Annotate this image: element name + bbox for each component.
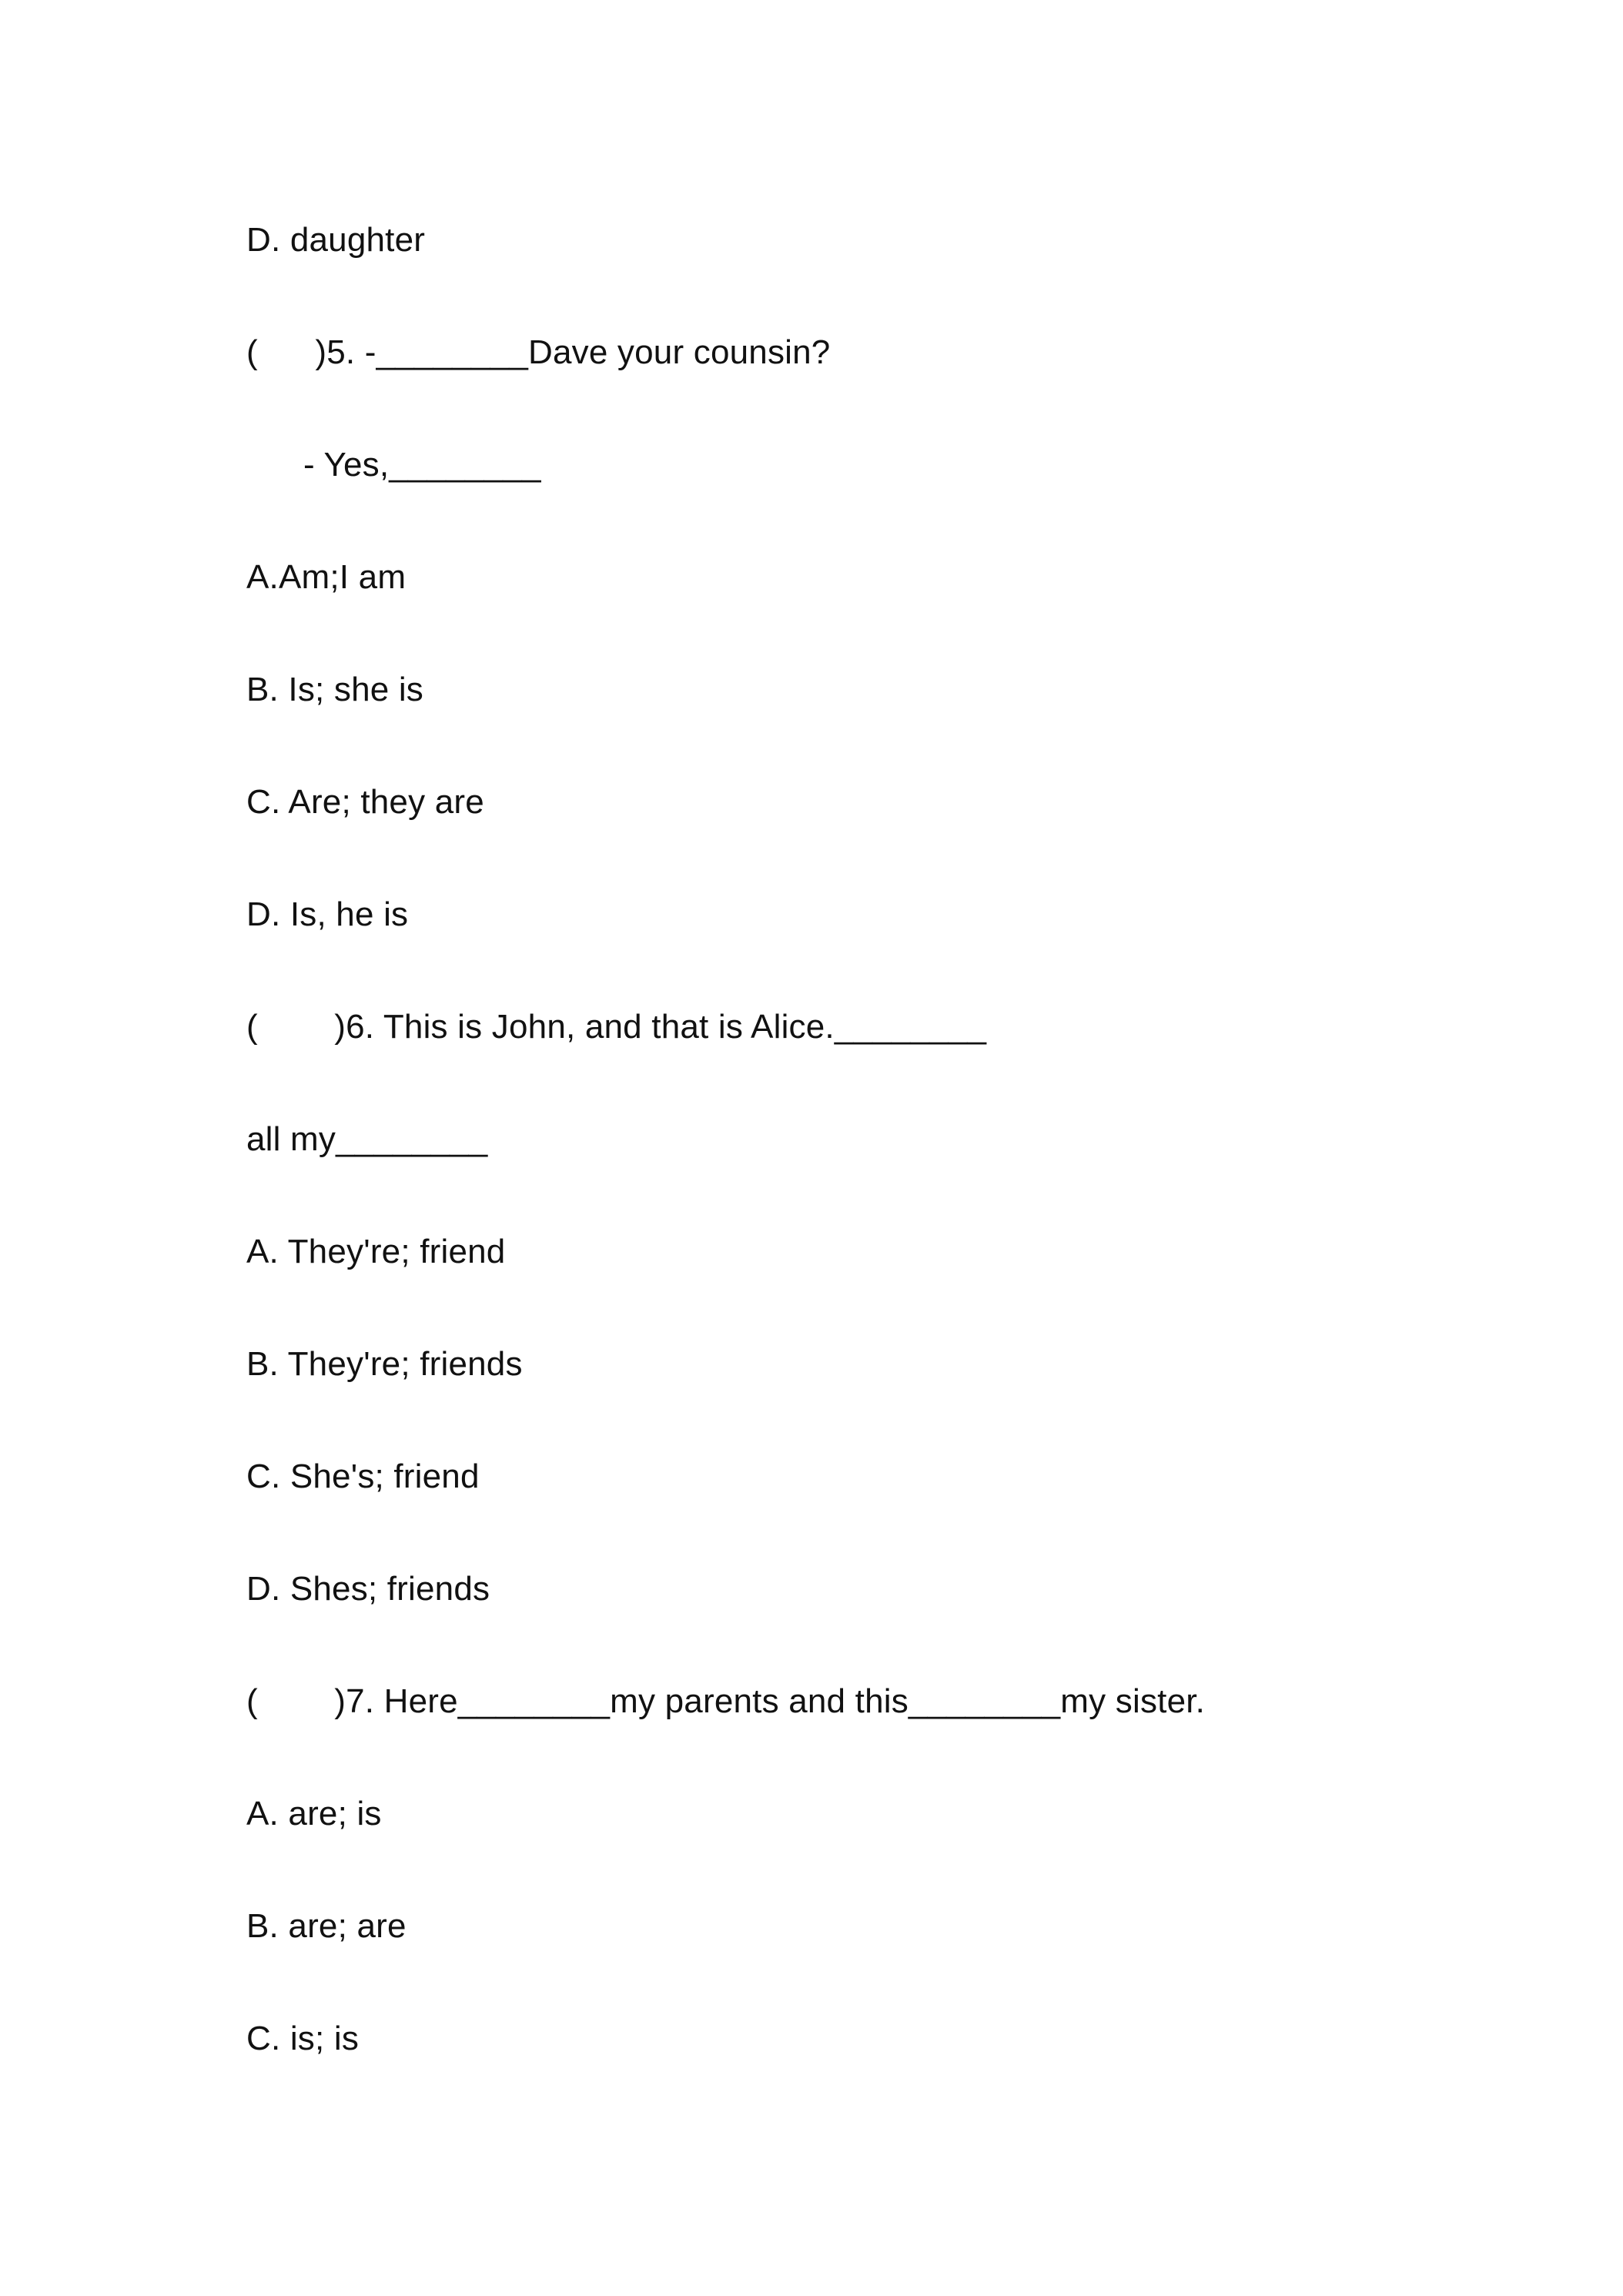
q4-option-d: D. daughter <box>246 221 426 259</box>
question-6: ( )6. This is John, and that is Alice.________ <box>246 1008 987 1046</box>
q6-option-b: B. They're; friends <box>246 1345 523 1383</box>
q5-option-b: B. Is; she is <box>246 671 424 708</box>
question-5: ( )5. -________Dave your counsin? <box>246 333 831 371</box>
q6-option-c: C. She's; friend <box>246 1458 480 1495</box>
question-6-continuation: all my________ <box>246 1120 488 1158</box>
q5-option-d: D. Is, he is <box>246 895 409 933</box>
q6-option-a: A. They're; friend <box>246 1233 506 1270</box>
q7-option-c: C. is; is <box>246 2020 360 2057</box>
q7-option-b: B. are; are <box>246 1907 407 1945</box>
q7-option-a: A. are; is <box>246 1795 382 1832</box>
question-7: ( )7. Here________my parents and this________my sister. <box>246 1682 1206 1720</box>
q5-option-a: A.Am;I am <box>246 558 407 596</box>
q6-option-d: D. Shes; friends <box>246 1570 490 1608</box>
q5-option-c: C. Are; they are <box>246 783 484 821</box>
question-5-answer-line: - Yes,________ <box>303 446 541 484</box>
